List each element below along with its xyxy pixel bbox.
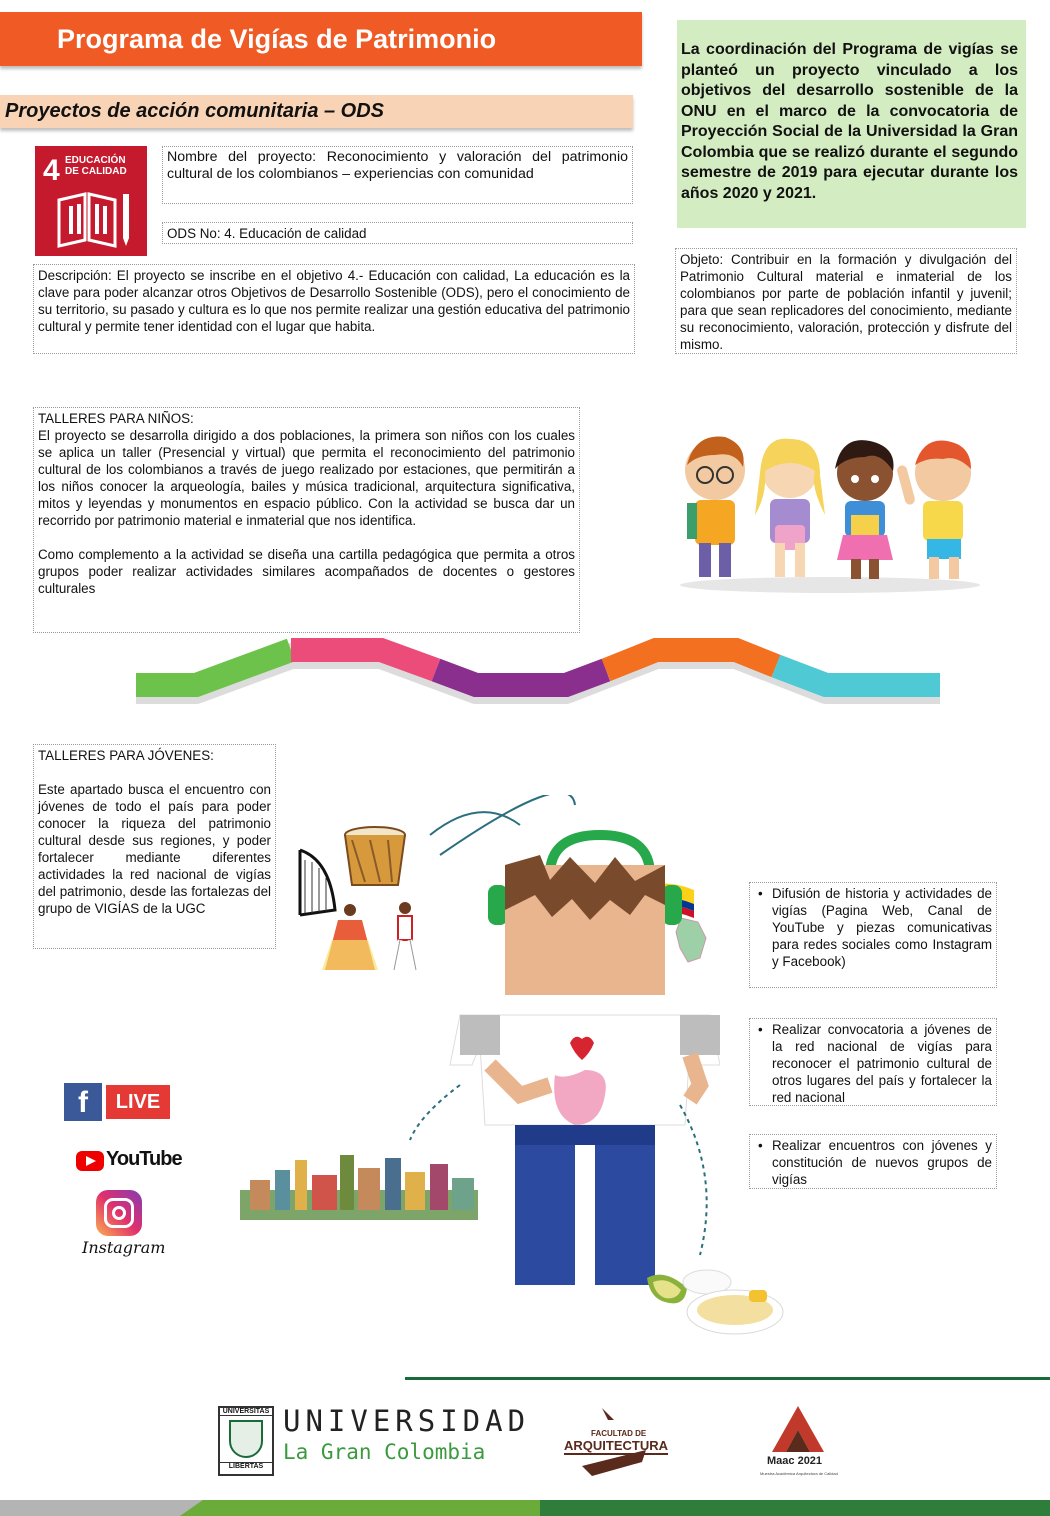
talleres-jovenes-paragraph: Este apartado busca el encuentro con jóvenes de todo el país para poder conocer la riqueza del patrimonio cultural desde sus regiones, y poder fortalecer mediante diferentes actividades la red nacional de vigías del patrimonio, desde las fortalezas del grupo de VIGÍAS de la UGC: [38, 782, 271, 916]
talleres-jovenes-box: [33, 744, 276, 949]
talleres-jovenes-heading: TALLERES PARA JÓVENES:: [38, 748, 214, 763]
children-illustration: [675, 425, 985, 600]
seal-top-text: UNIVERSITAS: [220, 1408, 272, 1416]
sdg-number: 4: [43, 154, 60, 187]
bullet-icon: •: [758, 1022, 763, 1037]
maac-logo-icon: [770, 1404, 826, 1454]
footer-bar-green: [540, 1500, 1050, 1516]
youtube-logo: [76, 1148, 182, 1174]
maac-sublabel: Muestra Académica Arquitectura de Calidad: [760, 1471, 838, 1476]
project-name-text: Nombre del proyecto: Reconocimiento y valoración del patrimonio cultural de los colombianos – experiencias con comunidad: [167, 149, 628, 182]
talleres-ninos-paragraph2: Como complemento a la actividad se diseña una cartilla pedagógica que permita a otros grupos poder realizar actividades similares acompañados de docentes o gestores culturales: [38, 547, 575, 596]
faculty-line1: FACULTAD DE: [591, 1429, 647, 1438]
ods-number-box: [162, 222, 633, 244]
sdg-label: [65, 155, 135, 177]
seal-bottom-text: LIBERTAS: [220, 1462, 272, 1470]
harp-icon: [300, 850, 335, 915]
university-name-line1: UNIVERSIDAD: [283, 1404, 531, 1438]
young-person-illustration: [400, 795, 720, 1295]
description-box: [33, 264, 635, 354]
city-skyline-illustration: [240, 1150, 478, 1220]
talleres-ninos-paragraph1: El proyecto se desarrolla dirigido a dos poblaciones, la primera son niños con los cuales se aplica un taller (Presencial y virtual) que permita el reconocimiento del patrimonio cultural de los colombianos a través de juego realizado por estaciones, que permitirán a los niños conocer la arqueología, bailes y música tradicional, arquitectura significativa, mitos y leyendas y monumentos en espacio público. Con la actividad se busca dar un recorrido por patrimonio material e inmaterial que nos identifica.: [38, 428, 575, 528]
faculty-line2: ARQUITECTURA: [564, 1438, 668, 1453]
bullet-text-3: Realizar encuentros con jóvenes y constitución de nuevos grupos de vigías: [772, 1138, 992, 1187]
facebook-live-badge: [64, 1083, 170, 1121]
intro-text: La coordinación del Programa de vigías se planteó un proyecto vinculado a los objetivos del desarrollo sostenible de la ONU en el marco de la convocatoria de Proyección Social de la Universidad la Gran Colombia que se realizó durante el segundo semestre de 2019 para ejecutar durante los años 2020 y 2021.: [677, 20, 1026, 228]
decorative-ribbon: [136, 630, 940, 725]
university-name-line2: La Gran Colombia: [283, 1440, 486, 1464]
sdg-4-tile: [35, 146, 147, 256]
bullet-icon: •: [758, 886, 763, 901]
food-illustration: [645, 1268, 785, 1340]
live-label: LIVE: [106, 1085, 170, 1119]
footer-bar-lightgreen: [180, 1500, 560, 1516]
instagram-icon: [96, 1190, 142, 1236]
youtube-label: YouTube: [106, 1148, 182, 1170]
section-subtitle: Proyectos de acción comunitaria – ODS: [0, 95, 633, 128]
footer-divider: [405, 1377, 1050, 1380]
book-pencil-icon: [55, 190, 135, 248]
facebook-icon: f: [64, 1083, 102, 1121]
objective-box: [675, 248, 1017, 354]
page-title: Programa de Vigías de Patrimonio: [0, 12, 642, 66]
talleres-ninos-heading: TALLERES PARA NIÑOS:: [38, 411, 194, 426]
description-text: Descripción: El proyecto se inscribe en el objetivo 4.- Educación con calidad, La educación es la clave para poder alcanzar otros Objetivos de Desarrollo Sostenible (ODS), pero el conocimiento de su territorio, su pasado y cultura es lo que nos permite realizar una gestión educativa del patrimonio cultural y permite tener identidad con el lugar que habita.: [38, 268, 630, 334]
ods-number-text: ODS No: 4. Educación de calidad: [167, 226, 367, 241]
objective-text: Objeto: Contribuir en la formación y divulgación del Patrimonio Cultural material e inmaterial de los colombianos por parte de población infantil y juvenil; para que sean replicadores del conocimiento, mediante su reconocimiento, valoración, protección y disfrute del mismo.: [680, 252, 1012, 352]
sdg-label-line1: EDUCACIÓN: [65, 155, 126, 166]
drum-icon: [345, 827, 405, 885]
bullet-item-2: [749, 1018, 997, 1106]
talleres-ninos-box: [33, 407, 580, 633]
project-name-box: [162, 146, 633, 204]
bullet-item-1: [749, 882, 997, 988]
university-seal-icon: [218, 1406, 274, 1476]
instagram-label: Instagram: [82, 1238, 166, 1257]
sdg-label-line2: DE CALIDAD: [65, 166, 127, 177]
youtube-icon: [76, 1151, 104, 1171]
maac-label: Maac 2021: [767, 1455, 823, 1467]
bullet-icon: •: [758, 1138, 763, 1153]
bullet-text-2: Realizar convocatoria a jóvenes de la red nacional de vigías para reconocer el patrimonio cultural de otros lugares del país y fortalecer la red nacional: [772, 1022, 992, 1105]
bullet-item-3: [749, 1134, 997, 1189]
bullet-text-1: Difusión de historia y actividades de vigías (Pagina Web, Canal de YouTube y piezas comunicativas para redes sociales como Instagram y Facebook): [772, 886, 992, 969]
